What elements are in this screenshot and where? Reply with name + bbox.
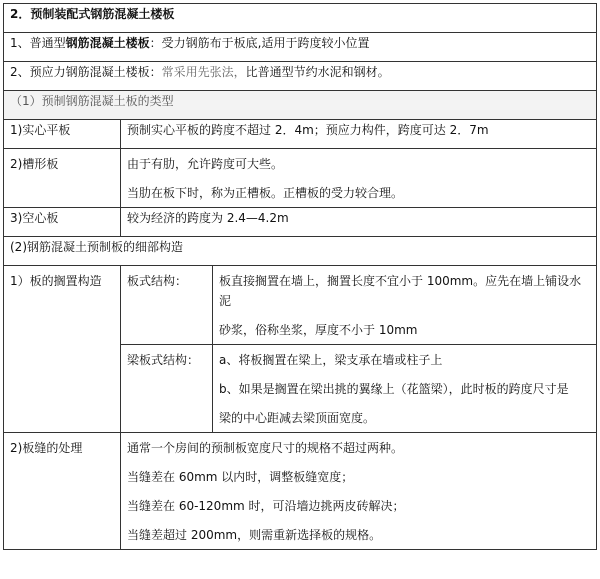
- type-name: 3)空心板: [4, 208, 121, 237]
- gap-name: 2)板缝的处理: [4, 433, 121, 550]
- desc-line: 板直接搁置在墙上，搁置长度不宜小于 100mm。应先在墙上铺设水泥: [219, 274, 582, 308]
- desc-line: 当肋在板下时，称为正槽板。正槽板的受力较合理。: [127, 186, 404, 200]
- plate-label: 板式结构：: [121, 266, 213, 345]
- intro-line-2-gray: 常采用先张法，: [161, 65, 246, 79]
- type-name: 2)槽形板: [4, 149, 121, 208]
- types-heading: （1）预制钢筋混凝土板的类型: [4, 91, 597, 120]
- title-row: [4, 4, 597, 33]
- desc-line: 由于有肋，允许跨度可大些。: [127, 157, 284, 171]
- beam-desc: [213, 345, 597, 433]
- desc-line: 当缝差在 60mm 以内时，调整板缝宽度；: [127, 470, 354, 484]
- type-desc: 预制实心平板的跨度不超过 2．4m；预应力构件，跨度可达 2．7m: [121, 120, 597, 149]
- type-row-hollow: [4, 208, 597, 237]
- type-desc: 较为经济的跨度为 2.4—4.2m: [121, 208, 597, 237]
- type-desc: [121, 149, 597, 208]
- gap-row: [4, 433, 597, 550]
- support-plate-row: [4, 266, 597, 345]
- support-name: 1）板的搁置构造: [4, 266, 121, 433]
- gap-desc: [121, 433, 597, 550]
- intro-row-1: [4, 33, 597, 62]
- desc-line: 梁的中心距减去梁顶面宽度。: [219, 411, 376, 425]
- intro-row-2: [4, 62, 597, 91]
- desc-line: 砂浆，俗称坐浆，厚度不小于 10mm: [219, 323, 418, 337]
- beam-label: 梁板式结构：: [121, 345, 213, 433]
- intro-line-1-bold: 钢筋混凝土楼板: [65, 36, 150, 50]
- desc-line: a、将板搁置在梁上，梁支承在墙或柱子上: [219, 353, 443, 367]
- type-row-channel: [4, 149, 597, 208]
- desc-line: b、如果是搁置在梁出挑的翼缘上（花篮梁），此时板的跨度尺寸是: [219, 382, 569, 396]
- details-heading-row: [4, 237, 597, 266]
- desc-line: 当缝差在 60-120mm 时，可沿墙边挑两皮砖解决；: [127, 499, 405, 513]
- types-heading-row: [4, 91, 597, 120]
- intro-line-2-suffix: 比普通型节约水泥和钢材。: [245, 65, 390, 79]
- construction-table: [3, 3, 597, 550]
- type-name: 1)实心平板: [4, 120, 121, 149]
- intro-line-1: [4, 33, 597, 62]
- details-heading: (2)钢筋混凝土预制板的细部构造: [4, 237, 597, 266]
- intro-line-1-suffix: ：受力钢筋布于板底,适用于跨度较小位置: [149, 36, 370, 50]
- intro-line-1-prefix: 1、普通型: [10, 36, 66, 50]
- type-row-solid: [4, 120, 597, 149]
- intro-line-2: [4, 62, 597, 91]
- intro-line-2-prefix: 2、预应力钢筋混凝土楼板：: [10, 65, 162, 79]
- plate-desc: [213, 266, 597, 345]
- desc-line: 当缝差超过 200mm，则需重新选择板的规格。: [127, 528, 382, 542]
- desc-line: 通常一个房间的预制板宽度尺寸的规格不超过两种。: [127, 441, 404, 455]
- table-title: 2．预制装配式钢筋混凝土楼板: [4, 4, 597, 33]
